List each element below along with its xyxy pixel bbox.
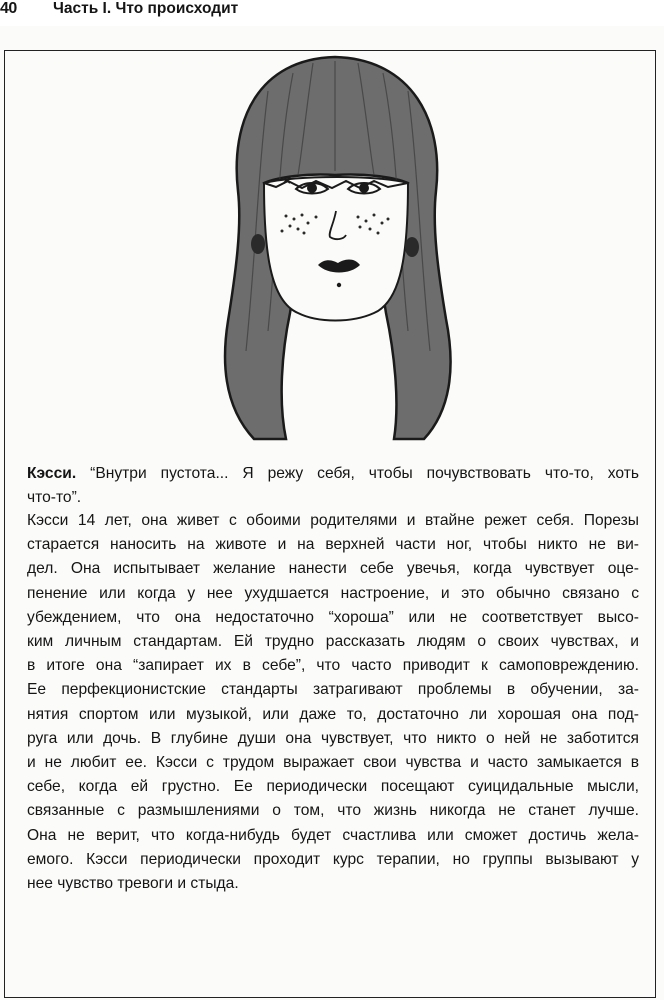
page-number: 40 — [0, 0, 17, 17]
caption — [27, 462, 639, 510]
caption-quote-line: что-то”. — [27, 489, 82, 506]
body-line: ким личным стандартам. Ей трудно рассказать людям о своих чувствах, и — [27, 633, 639, 651]
caption-quote-line: “Внутри пустота... Я режу себя, чтобы почувствовать что-то, хоть — [90, 465, 639, 482]
body-line: старается наносить на животе и на верхней части ног, чтобы никто не ви- — [27, 536, 639, 554]
body-line: себе, когда ей грустно. Ее периодически посещают суицидальные мысли, — [27, 778, 639, 796]
body-line: нятия спортом или музыкой, или даже то, достаточно ли хорошая она под- — [27, 705, 639, 723]
body-line: емого. Кэсси периодически проходит курс терапии, но группы вызывают у — [27, 850, 639, 868]
body-line: руга или дочь. В глубине души она чувствует, что никто о ней не заботится — [27, 729, 639, 747]
body-line: в итоге она “запирает их в себе”, что часто приводит к самоповреждению. — [27, 657, 639, 675]
caption-name: Кэсси. — [27, 465, 77, 482]
body-line: Кэсси 14 лет, она живет с обоими родителями и втайне режет себя. Порезы — [27, 512, 639, 529]
body-paragraph — [27, 509, 639, 896]
body-line: и не любит ее. Кэсси с трудом выражает свои чувства и часто замыкается в — [27, 754, 639, 772]
running-head: Часть I. Что происходит — [53, 0, 239, 17]
body-line: пенение или когда у нее ухудшается настроение, и это обычно связано с — [27, 584, 639, 602]
body-line: связанные с размышлениями о том, что жизнь никогда не станет лучше. — [27, 802, 639, 820]
body-line: Ее перфекционистские стандарты затрагивают проблемы в обучении, за- — [27, 681, 639, 699]
body-line: дел. Она испытывает желание нанести себе увечья, когда чувствует оце- — [27, 560, 639, 578]
hand-drawn-face-drawing-icon — [198, 51, 472, 444]
body-line: убеждением, что она недостаточно “хороша” или не соответствует высо- — [27, 608, 639, 626]
body-line: Она не верит, что когда-нибудь будет счастлива или сможет достичь жела- — [27, 826, 639, 844]
body-line: нее чувство тревоги и стыда. — [27, 875, 239, 893]
page-header — [0, 0, 664, 26]
